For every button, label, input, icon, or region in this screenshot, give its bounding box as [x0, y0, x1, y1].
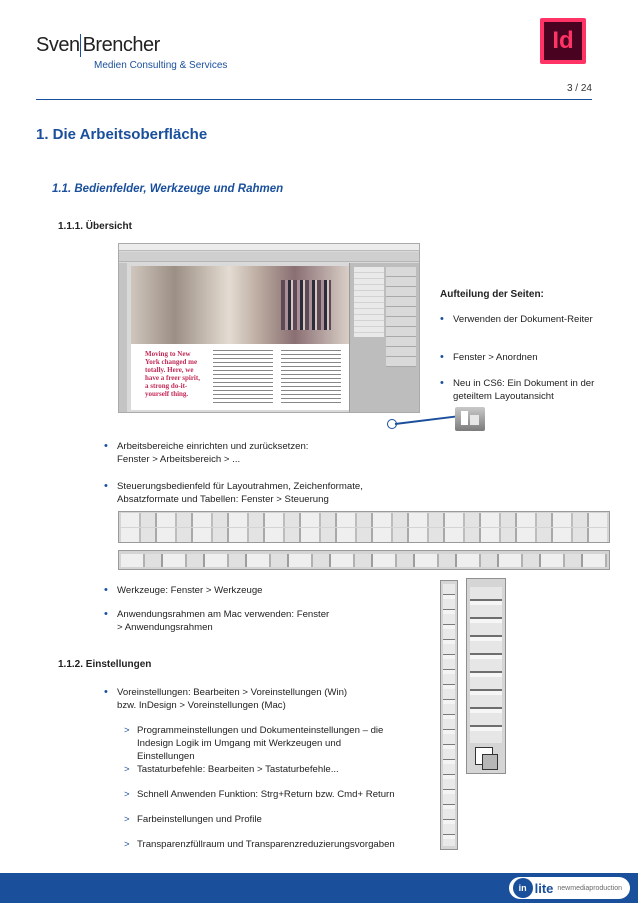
- tools-panel-double-column: [466, 578, 506, 774]
- control-panel-row: [121, 528, 607, 542]
- inlite-logo-text: lite: [534, 880, 554, 896]
- brand-first-name: Sven: [36, 34, 80, 56]
- screenshot-photo: [131, 266, 349, 344]
- page-number: 3 / 24: [566, 83, 592, 94]
- bullet-item: • Anwendungsrahmen am Mac verwenden: Fenster > Anwendungsrahmen: [104, 608, 334, 634]
- tools-strip: [443, 584, 455, 846]
- fill-stroke-swatch-icon: [475, 747, 493, 765]
- workspace-screenshot: [118, 243, 420, 413]
- side-note-item: • Neu in CS6: Ein Dokument in der geteiltem Layoutansicht: [440, 377, 612, 403]
- footer-bar: [0, 873, 638, 903]
- control-panel-row: [121, 554, 607, 567]
- screenshot-menubar: [119, 244, 419, 251]
- bullet-item: • Voreinstellungen: Bearbeiten > Voreinstellungen (Win) bzw. InDesign > Voreinstellungen (Mac): [104, 686, 364, 712]
- bullet-item: • Arbeitsbereiche einrichten und zurücksetzen: Fenster > Arbeitsbereich > ...: [104, 440, 334, 466]
- sub-bullet-item: > Schnell Anwenden Funktion: Strg+Return bzw. Cmd+ Return: [124, 788, 414, 801]
- header-divider: [36, 99, 592, 100]
- bullet-item: • Werkzeuge: Fenster > Werkzeuge: [104, 584, 334, 597]
- sub-bullet-item: > Transparenzfüllraum und Transparenzreduzierungsvorgaben: [124, 838, 424, 851]
- screenshot-control-bar: [119, 252, 419, 262]
- split-view-icon: [455, 407, 485, 431]
- screenshot-text-column: [281, 350, 341, 406]
- control-panel-screenshot: [118, 511, 610, 543]
- inlite-logo-icon: in: [513, 878, 533, 898]
- side-note: [440, 289, 600, 402]
- side-note-item: • Verwenden der Dokument-Reiter: [440, 313, 600, 326]
- brand-logo: [36, 34, 228, 71]
- indesign-logo-text: Id: [544, 22, 582, 60]
- tools-panel-single-column: [440, 580, 458, 850]
- screenshot-layers-panel: [354, 267, 384, 337]
- side-note-item: • Fenster > Anordnen: [440, 351, 600, 364]
- side-note-title: Aufteilung der Seiten:: [440, 289, 544, 300]
- inlite-tagline: newmediaproduction: [557, 884, 622, 892]
- section-heading: 1.1. Bedienfelder, Werkzeuge und Rahmen: [52, 183, 284, 195]
- sub-bullet-item: > Tastaturbefehle: Bearbeiten > Tastaturbefehle...: [124, 763, 400, 776]
- control-panel-screenshot-alt: [118, 550, 610, 570]
- chapter-heading: 1. Die Arbeitsoberfläche: [36, 126, 208, 143]
- footer-logo: [509, 877, 630, 899]
- bullet-item: • Steuerungsbedienfeld für Layoutrahmen, Zeichenformate, Absatzformate und Tabellen: Fenster > Steuerung: [104, 480, 364, 506]
- clothing-rack-image: [281, 280, 331, 330]
- tools-strip: [470, 587, 502, 743]
- screenshot-panel-buttons: [386, 267, 416, 367]
- screenshot-toolbar: [119, 263, 127, 412]
- screenshot-panels: [349, 263, 419, 412]
- screenshot-document: [131, 266, 349, 410]
- control-panel-row: [121, 513, 607, 527]
- brand-last-name: Brencher: [80, 34, 160, 57]
- indesign-logo-icon: [540, 18, 586, 64]
- screenshot-text-column: [213, 350, 273, 406]
- brand-subtitle: Medien Consulting & Services: [94, 60, 228, 71]
- sub-bullet-item: > Programmeinstellungen und Dokumenteinstellungen – die Indesign Logik im Umgang mit Werkzeugen und Einstellungen: [124, 724, 400, 763]
- screenshot-pullquote: Moving to New York changed me totally. Here, we have a freer spirit, a strong do-it-yourself thing.: [145, 350, 200, 398]
- callout-line: [395, 415, 457, 425]
- subsection-heading-settings: 1.1.2. Einstellungen: [58, 659, 152, 670]
- sub-bullet-item: > Farbeinstellungen und Profile: [124, 813, 400, 826]
- subsection-heading-overview: 1.1.1. Übersicht: [58, 221, 132, 232]
